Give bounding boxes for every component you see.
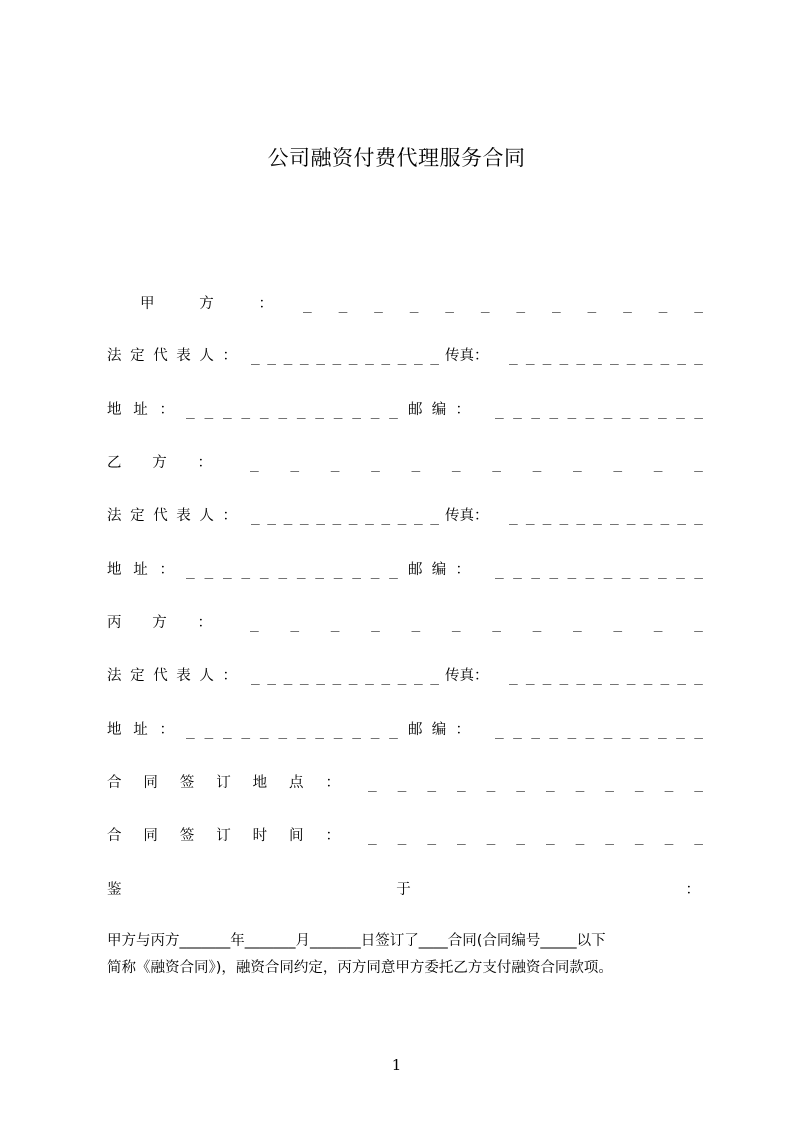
sign-place-row [107,768,703,792]
party-a-postcode-blank[interactable]: _ _ _ _ _ _ _ _ _ _ _ _ [495,403,703,419]
party-b-fax-blank[interactable]: _ _ _ _ _ _ _ _ _ _ _ _ [509,509,703,525]
party-c-postcode-label: 邮 编 ： [408,722,470,738]
party-c-rep-blank[interactable]: _ _ _ _ _ _ _ _ _ _ _ _ [251,669,439,685]
party-c-rep-label: 法 定 代 表 人 ： [107,668,237,684]
party-c-fax-label: 传 真 ： [445,668,489,684]
party-b-postcode-label: 邮 编 ： [408,562,470,578]
party-c-rep-row [107,661,703,685]
party-b-blank[interactable]: _ _ _ _ _ _ _ _ _ _ _ _ [250,456,703,472]
party-b-rep-row [107,501,703,525]
whereas-label: 鉴 于 ： [107,882,700,898]
party-c-blank[interactable]: _ _ _ _ _ _ _ _ _ _ _ _ [250,616,703,632]
party-c-fax-blank[interactable]: _ _ _ _ _ _ _ _ _ _ _ _ [509,669,703,685]
party-b-addr-row [107,555,703,579]
party-a-addr-label: 地 址 ： [107,402,174,418]
party-b-label: 乙 方 ： [107,455,212,471]
document-title: 公司融资付费代理服务合同 [267,146,526,170]
party-b-postcode-blank[interactable]: _ _ _ _ _ _ _ _ _ _ _ _ [495,563,703,579]
party-a-addr-row [107,395,703,419]
paragraph-line-1: 甲方与丙方_______年_______月_______日签订了____合同(合同编号_____以下 [107,933,606,949]
sign-time-row [107,821,703,845]
party-b-rep-blank[interactable]: _ _ _ _ _ _ _ _ _ _ _ _ [251,509,439,525]
party-b-fax-label: 传 真 ： [445,508,489,524]
party-a-rep-row [107,341,703,365]
party-c-addr-row [107,715,703,739]
party-b-addr-label: 地 址 ： [107,562,174,578]
sign-time-blank[interactable]: _ _ _ _ _ _ _ _ _ _ _ _ [368,829,703,845]
party-a-rep-label: 法 定 代 表 人 ： [107,348,237,364]
sign-time-label: 合 同 签 订 时 间 ： [107,828,340,844]
sign-place-label: 合 同 签 订 地 点 ： [107,775,340,791]
party-a-addr-blank[interactable]: _ _ _ _ _ _ _ _ _ _ _ _ [186,403,398,419]
party-a-postcode-label: 邮 编 ： [408,402,470,418]
party-b-row [107,448,703,472]
party-a-label: 甲 方 ： [140,296,273,312]
party-a-blank[interactable]: _ _ _ _ _ _ _ _ _ _ _ _ [303,297,703,313]
whereas-row [107,875,703,899]
party-b-rep-label: 法 定 代 表 人 ： [107,508,237,524]
sign-place-blank[interactable]: _ _ _ _ _ _ _ _ _ _ _ _ [368,776,703,792]
party-b-addr-blank[interactable]: _ _ _ _ _ _ _ _ _ _ _ _ [186,563,398,579]
paragraph-line-2: 简称《融资合同》)，融资合同约定，丙方同意甲方委托乙方支付融资合同款项。 [107,960,613,976]
party-c-addr-blank[interactable]: _ _ _ _ _ _ _ _ _ _ _ _ [186,723,398,739]
party-a-rep-blank[interactable]: _ _ _ _ _ _ _ _ _ _ _ _ [251,349,439,365]
party-c-row [107,608,703,632]
party-c-label: 丙 方 ： [107,615,212,631]
party-a-row [107,289,703,313]
party-c-addr-label: 地 址 ： [107,722,174,738]
party-a-fax-blank[interactable]: _ _ _ _ _ _ _ _ _ _ _ _ [509,349,703,365]
party-c-postcode-blank[interactable]: _ _ _ _ _ _ _ _ _ _ _ _ [495,723,703,739]
page-number: 1 [391,1056,402,1074]
party-a-fax-label: 传 真 ： [445,348,489,364]
